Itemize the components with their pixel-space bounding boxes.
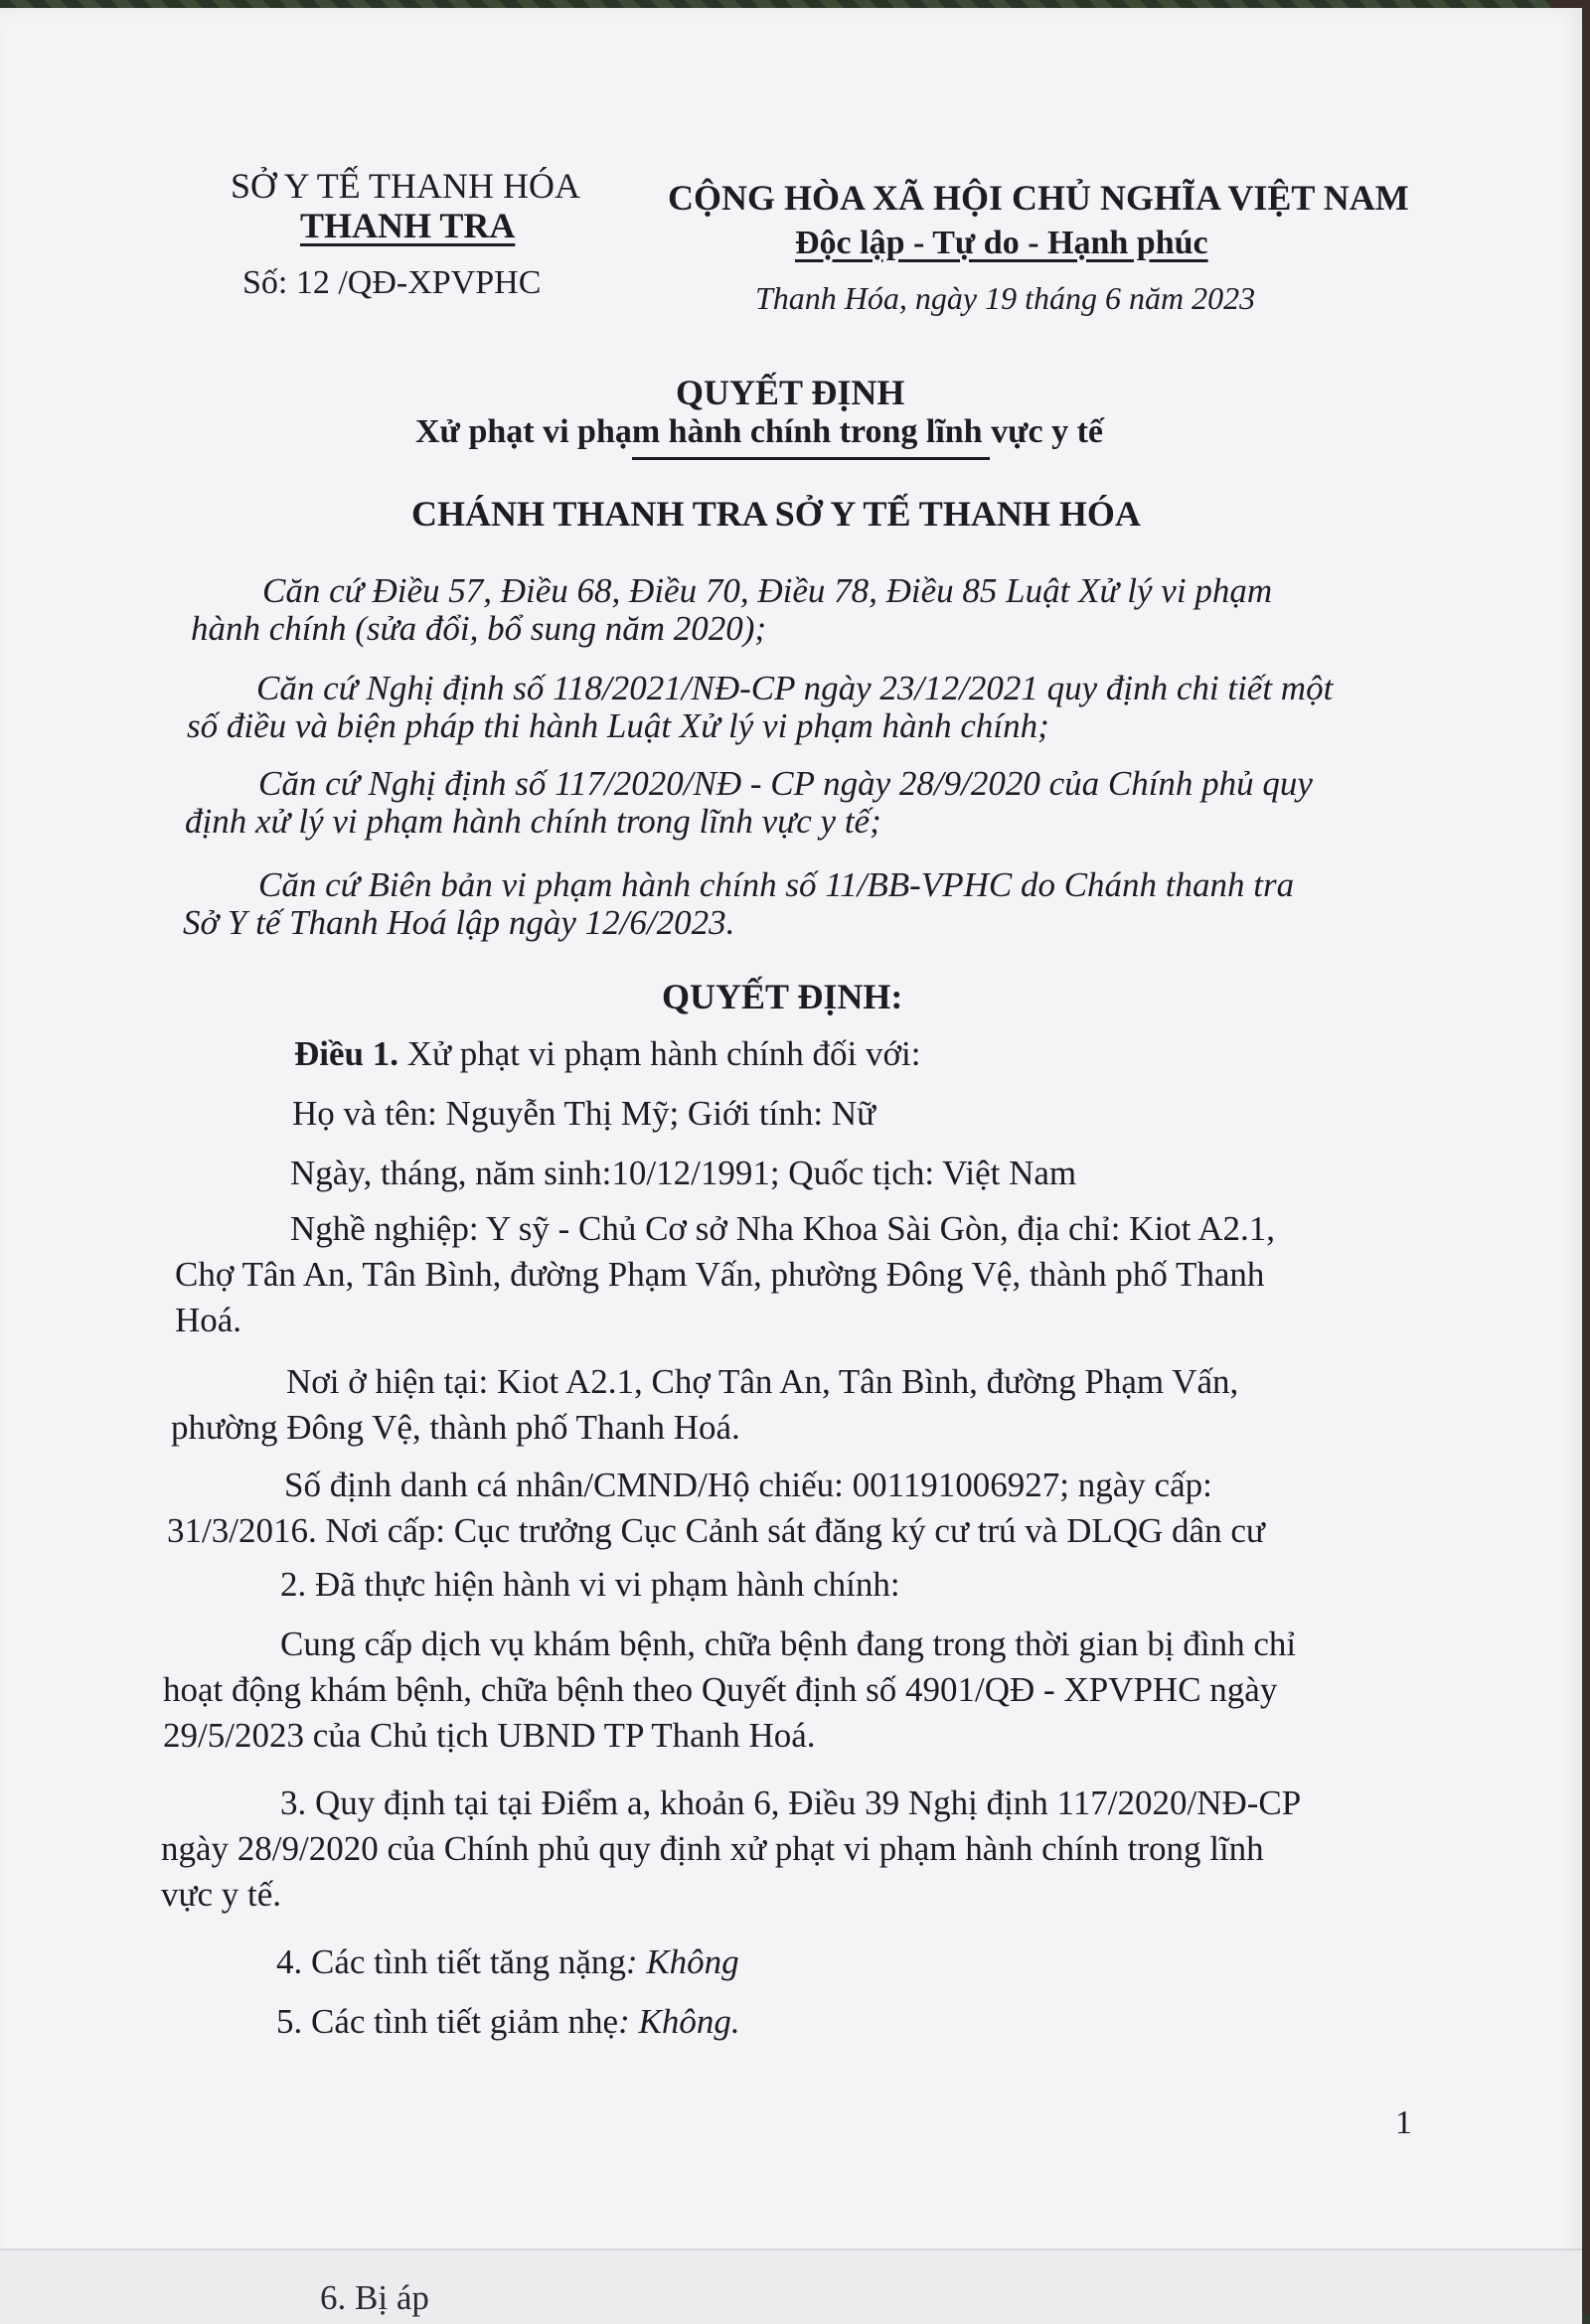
- person-occupation: [175, 1206, 1387, 1343]
- authority-heading: CHÁNH THANH TRA SỞ Y TẾ THANH HÓA: [411, 494, 1141, 534]
- basis-4-line-1: Căn cứ Biên bản vi phạm hành chính số 11/BB-VPHC do Chánh thanh tra: [258, 865, 1295, 904]
- basis-2-line-1: Căn cứ Nghị định số 118/2021/NĐ-CP ngày 23/12/2021 quy định chi tiết một: [256, 669, 1334, 707]
- item-3-line-3: vực y tế.: [161, 1875, 282, 1914]
- item-2-text: [163, 1622, 1395, 1759]
- decision-heading: QUYẾT ĐỊNH:: [662, 977, 903, 1016]
- occupation-line-2: Chợ Tân An, Tân Bình, đường Phạm Vấn, phường Đông Vệ, thành phố Thanh: [175, 1255, 1265, 1294]
- item-3-line-1: 3. Quy định tại tại Điểm a, khoản 6, Điều 39 Nghị định 117/2020/NĐ-CP: [280, 1783, 1302, 1822]
- item-3: [161, 1781, 1403, 1918]
- item-5-value: : Không.: [618, 2002, 740, 2041]
- person-name-line: Họ và tên: Nguyễn Thị Mỹ; Giới tính: Nữ: [292, 1094, 876, 1133]
- person-dob-line: Ngày, tháng, năm sinh:10/12/1991; Quốc tịch: Việt Nam: [290, 1154, 1077, 1192]
- next-page-fragment: 6. Bị áp: [320, 2278, 429, 2317]
- document-subtitle: Xử phạt vi phạm hành chính trong lĩnh vực y tế: [415, 413, 1104, 450]
- occupation-line-3: Hoá.: [175, 1301, 242, 1339]
- basis-1: [191, 568, 1383, 652]
- person-id: [167, 1463, 1389, 1554]
- motto: [795, 225, 1208, 262]
- item-2-line-3: 29/5/2023 của Chủ tịch UBND TP Thanh Hoá.: [163, 1716, 816, 1755]
- basis-3-line-2: định xử lý vi phạm hành chính trong lĩnh vực y tế;: [185, 802, 881, 841]
- basis-4-line-2: Sở Y tế Thanh Hoá lập ngày 12/6/2023.: [183, 903, 735, 942]
- basis-3: [185, 761, 1387, 845]
- basis-1-line-1: Căn cứ Điều 57, Điều 68, Điều 70, Điều 78, Điều 85 Luật Xử lý vi phạm: [262, 571, 1273, 610]
- item-2-line-2: hoạt động khám bệnh, chữa bệnh theo Quyết định số 4901/QĐ - XPVPHC ngày: [163, 1670, 1278, 1709]
- basis-2: [187, 666, 1389, 749]
- motto-text: Độc lập - Tự do - Hạnh phúc: [795, 225, 1208, 261]
- id-line-1: Số định danh cá nhân/CMND/Hộ chiếu: 001191006927; ngày cấp:: [284, 1466, 1212, 1504]
- agency-name: SỞ Y TẾ THANH HÓA: [231, 166, 581, 206]
- next-page-edge: [0, 2248, 1582, 2324]
- unit-name-text: THANH TRA: [300, 206, 516, 245]
- person-residence: [171, 1359, 1383, 1451]
- basis-2-line-2: số điều và biện pháp thi hành Luật Xử lý vi phạm hành chính;: [187, 706, 1049, 745]
- item-2-heading: 2. Đã thực hiện hành vi vi phạm hành chính:: [280, 1565, 900, 1604]
- document-page: [0, 8, 1582, 2317]
- id-line-2: 31/3/2016. Nơi cấp: Cục trưởng Cục Cảnh sát đăng ký cư trú và DLQG dân cư: [167, 1511, 1265, 1550]
- subtitle-underline: [632, 457, 990, 460]
- page-number: 1: [1395, 2104, 1412, 2141]
- residence-line-1: Nơi ở hiện tại: Kiot A2.1, Chợ Tân An, Tân Bình, đường Phạm Vấn,: [286, 1362, 1239, 1401]
- article-1-label: Điều 1.: [294, 1034, 398, 1073]
- residence-line-2: phường Đông Vệ, thành phố Thanh Hoá.: [171, 1408, 740, 1447]
- unit-name: [300, 205, 515, 246]
- issue-date: Thanh Hóa, ngày 19 tháng 6 năm 2023: [755, 280, 1256, 316]
- item-4-label: 4. Các tình tiết tăng nặng: [276, 1942, 626, 1981]
- document-title: QUYẾT ĐỊNH: [676, 373, 905, 412]
- item-4: [276, 1939, 739, 1985]
- basis-4: [183, 862, 1385, 946]
- item-5-label: 5. Các tình tiết giảm nhẹ: [276, 2002, 619, 2041]
- item-5: [276, 1999, 740, 2045]
- republic-heading: CỘNG HÒA XÃ HỘI CHỦ NGHĨA VIỆT NAM: [668, 178, 1409, 218]
- article-1: [294, 1031, 920, 1077]
- basis-1-line-2: hành chính (sửa đổi, bổ sung năm 2020);: [191, 609, 767, 648]
- item-2-line-1: Cung cấp dịch vụ khám bệnh, chữa bệnh đang trong thời gian bị đình chỉ: [280, 1625, 1297, 1663]
- occupation-line-1: Nghề nghiệp: Y sỹ - Chủ Cơ sở Nha Khoa Sài Gòn, địa chỉ: Kiot A2.1,: [290, 1209, 1276, 1248]
- article-1-text: Xử phạt vi phạm hành chính đối với:: [406, 1034, 921, 1073]
- decision-number: Số: 12 /QĐ-XPVPHC: [242, 264, 542, 301]
- item-3-line-2: ngày 28/9/2020 của Chính phủ quy định xử phạt vi phạm hành chính trong lĩnh: [161, 1829, 1264, 1868]
- basis-3-line-1: Căn cứ Nghị định số 117/2020/NĐ - CP ngày 28/9/2020 của Chính phủ quy: [258, 764, 1313, 803]
- item-4-value: : Không: [625, 1942, 739, 1981]
